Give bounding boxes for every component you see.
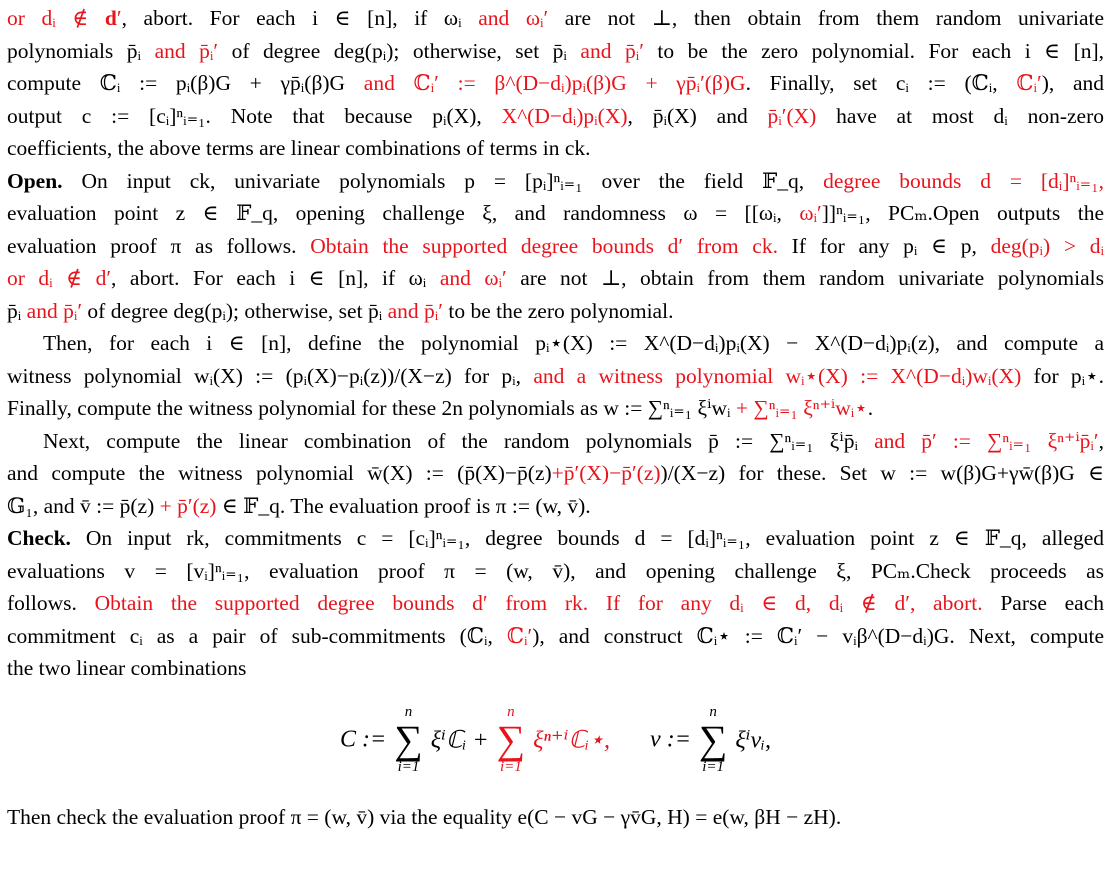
text-segment: ), and xyxy=(1041,71,1104,95)
text-segment: and compute the witness polynomial w̄(X) := (p̄(X)−p̄(z) xyxy=(7,461,552,485)
text-segment: are not ⊥, then obtain from them random univariate xyxy=(548,6,1105,30)
highlighted-text-segment: and p̄ᵢ′ xyxy=(26,298,83,323)
text-segment: evaluations v = [vᵢ]ⁿᵢ₌₁, evaluation proof π = (w, v̄), and opening challenge ξ, PCₘ.Check proceeds as xyxy=(7,558,1104,583)
text-segment: have at most dᵢ non-zero xyxy=(816,103,1105,128)
highlighted-text-segment: or dᵢ ∉ d′ xyxy=(7,266,112,290)
text-segment: Parse each xyxy=(982,591,1104,615)
section-heading: Open. xyxy=(7,168,63,193)
text-segment: evaluation proof π as follows. xyxy=(7,233,311,258)
sum-symbol: ∑ xyxy=(394,716,423,762)
text-line xyxy=(7,620,1104,653)
sum-upper-limit: n xyxy=(404,703,413,720)
text-segment: ∈ 𝔽_q. The evaluation proof is π := (w, v̄). xyxy=(216,493,591,518)
highlighted-text-segment: and p̄ᵢ′ xyxy=(580,38,644,63)
text-line xyxy=(7,587,1104,620)
highlighted-text-segment: + p̄′(z) xyxy=(159,493,217,518)
highlighted-text-segment: ℂᵢ′ xyxy=(506,623,533,648)
text-line xyxy=(7,2,1104,35)
text-line xyxy=(7,295,1104,328)
text-line xyxy=(7,425,1104,458)
text-segment: Finally, compute the witness polynomial for these 2n polynomials as w := ∑ⁿᵢ₌₁ ξⁱwᵢ xyxy=(7,396,736,420)
highlighted-text-segment: + ∑ⁿᵢ₌₁ ξⁿ⁺ⁱwᵢ⋆ xyxy=(735,396,868,420)
text-segment: commitment cᵢ as a pair of sub-commitments (ℂᵢ, xyxy=(7,623,507,648)
text-line xyxy=(7,262,1104,295)
sum-lower-limit: i=1 xyxy=(397,758,420,775)
display-equation xyxy=(7,685,1104,795)
text-segment: evaluation point z ∈ 𝔽_q, opening challenge ξ, and randomness ω = [[ωᵢ, xyxy=(7,201,800,225)
highlighted-text-segment: and p̄′ := ∑ⁿᵢ₌₁ ξⁿ⁺ⁱp̄ᵢ′ xyxy=(874,428,1099,453)
sum-operator-3 xyxy=(699,705,728,775)
text-segment: output c := [cᵢ]ⁿᵢ₌₁. Note that because pᵢ(X), xyxy=(7,103,502,128)
text-segment: are not ⊥, obtain from them random univariate polynomials xyxy=(506,266,1104,290)
paragraph-check xyxy=(7,522,1104,685)
text-segment: Next, compute the linear combination of the random polynomials p̄ := ∑ⁿᵢ₌₁ ξⁱp̄ᵢ xyxy=(43,428,875,453)
paragraph-open xyxy=(7,165,1104,328)
highlighted-text-segment: ωᵢ′ xyxy=(799,201,822,225)
text-segment: of degree deg(pᵢ); otherwise, set p̄ᵢ xyxy=(82,298,388,323)
text-line xyxy=(7,132,1104,165)
eq-v-lhs: v := xyxy=(650,726,697,752)
text-segment: . xyxy=(867,396,874,420)
highlighted-text-segment: and p̄ᵢ′ xyxy=(387,298,443,323)
text-line xyxy=(7,197,1104,230)
text-line xyxy=(7,555,1104,588)
text-line xyxy=(7,801,1104,834)
paragraph-final-check xyxy=(7,801,1104,834)
highlighted-text-segment: and ℂᵢ′ := β^(D−dᵢ)pᵢ(β)G + γp̄ᵢ′(β)G xyxy=(363,71,746,95)
text-segment: compute ℂᵢ := pᵢ(β)G + γp̄ᵢ(β)G xyxy=(7,71,364,95)
paragraph-then xyxy=(7,327,1104,425)
highlighted-text-segment: and ωᵢ′ xyxy=(478,6,549,30)
text-line xyxy=(7,35,1104,68)
text-segment: to be the zero polynomial. For each i ∈ [n], xyxy=(643,38,1105,63)
paragraph-commit-continuation xyxy=(7,2,1104,165)
highlighted-text-segment: Obtain the supported degree bounds d′ from rk. If for any dᵢ ∈ d, dᵢ ∉ d′, abort. xyxy=(94,591,983,615)
text-segment: ]]ⁿᵢ₌₁, PCₘ.Open outputs the xyxy=(821,201,1104,225)
text-line xyxy=(7,327,1104,360)
sum-symbol: ∑ xyxy=(698,716,728,762)
text-segment: On input rk, commitments c = [cᵢ]ⁿᵢ₌₁, degree bounds d = [dᵢ]ⁿᵢ₌₁, evaluation point z ∈ 𝔽_q, alleged xyxy=(70,526,1104,550)
text-segment: of degree deg(pᵢ); otherwise, set p̄ᵢ xyxy=(218,38,581,63)
text-segment: If for any pᵢ ∈ p, xyxy=(777,233,991,258)
text-segment: , xyxy=(1098,428,1105,453)
sum-lower-limit: i=1 xyxy=(702,758,725,775)
sum-lower-limit: i=1 xyxy=(499,758,522,775)
text-segment: , p̄ᵢ(X) and xyxy=(627,103,768,128)
text-segment: )/(X−z) for these. Set w := w(β)G+γw̄(β)G ∈ xyxy=(660,461,1104,485)
text-segment: ), and construct ℂᵢ⋆ := ℂᵢ′ − vᵢβ^(D−dᵢ)G. Next, compute xyxy=(532,623,1104,648)
highlighted-text-segment: ′ xyxy=(116,6,122,30)
highlighted-text-segment: or d xyxy=(7,6,53,30)
text-line xyxy=(7,652,1104,685)
text-segment: Then check the evaluation proof π = (w, v̄) via the equality e(C − vG − γv̄G, H) = e(w, βH − zH). xyxy=(7,804,842,829)
text-segment: polynomials p̄ᵢ xyxy=(7,38,155,63)
text-segment: On input ck, univariate polynomials p = [pᵢ]ⁿᵢ₌₁ over the field 𝔽_q, xyxy=(62,168,824,193)
text-line xyxy=(7,360,1104,393)
text-segment: 𝔾₁, and v̄ := p̄(z) xyxy=(7,493,160,518)
highlighted-text-segment: ᵢ ∉ xyxy=(52,6,105,30)
highlighted-text-segment: ℂᵢ′ xyxy=(1016,71,1042,95)
eq-term-2: ξⁿ⁺ⁱℂᵢ⋆, xyxy=(533,727,611,753)
text-line xyxy=(7,67,1104,100)
highlighted-text-segment: and p̄ᵢ′ xyxy=(154,38,219,63)
eq-term-1: ξⁱℂᵢ + xyxy=(430,727,495,753)
text-line xyxy=(7,457,1104,490)
section-heading: Check. xyxy=(7,526,71,550)
sum-symbol: ∑ xyxy=(496,716,526,762)
highlighted-text-segment: d xyxy=(104,6,117,30)
sum-upper-limit: n xyxy=(507,703,515,720)
text-line xyxy=(7,490,1104,523)
text-line xyxy=(7,392,1104,425)
highlighted-text-segment: deg(pᵢ) > dᵢ xyxy=(990,233,1104,258)
sum-operator-2 xyxy=(497,705,526,775)
text-line xyxy=(7,522,1104,555)
text-line xyxy=(7,165,1104,198)
highlighted-text-segment: degree bounds d = [dᵢ]ⁿᵢ₌₁, xyxy=(823,168,1104,193)
text-segment: to be the zero polynomial. xyxy=(442,298,674,323)
text-line xyxy=(7,100,1104,133)
text-segment: follows. xyxy=(7,591,95,615)
highlighted-text-segment: p̄ᵢ′(X) xyxy=(767,103,817,128)
highlighted-text-segment: and ωᵢ′ xyxy=(439,266,507,290)
sum-operator-1 xyxy=(394,705,423,775)
text-line xyxy=(7,230,1104,263)
highlighted-text-segment: X^(D−dᵢ)pᵢ(X) xyxy=(501,103,628,128)
text-segment: p̄ᵢ xyxy=(7,298,27,323)
text-segment: the two linear combinations xyxy=(7,656,247,680)
highlighted-text-segment: +p̄′(X)−p̄′(z) xyxy=(551,461,661,485)
paragraph-next xyxy=(7,425,1104,523)
sum-upper-limit: n xyxy=(709,703,717,720)
text-segment: . Finally, set cᵢ := (ℂᵢ, xyxy=(745,71,1017,95)
text-segment: Then, for each i ∈ [n], define the polynomial pᵢ⋆(X) := X^(D−dᵢ)pᵢ(X) − X^(D−dᵢ)pᵢ(z), and compute a xyxy=(43,331,1104,355)
eq-c-lhs: C := xyxy=(340,726,393,752)
text-segment: coefficients, the above terms are linear combinations of terms in ck. xyxy=(7,136,591,160)
text-segment: , abort. For each i ∈ [n], if ωᵢ xyxy=(121,6,479,30)
text-segment: for pᵢ⋆. xyxy=(1021,363,1105,388)
highlighted-text-segment: and a witness polynomial wᵢ⋆(X) := X^(D−dᵢ)wᵢ(X) xyxy=(533,363,1022,388)
eq-term-3: ξⁱvᵢ, xyxy=(735,727,771,753)
highlighted-text-segment: Obtain the supported degree bounds d′ from ck. xyxy=(310,233,778,258)
text-segment: witness polynomial wᵢ(X) := (pᵢ(X)−pᵢ(z))/(X−z) for pᵢ, xyxy=(7,363,534,388)
text-segment: , abort. For each i ∈ [n], if ωᵢ xyxy=(111,266,440,290)
